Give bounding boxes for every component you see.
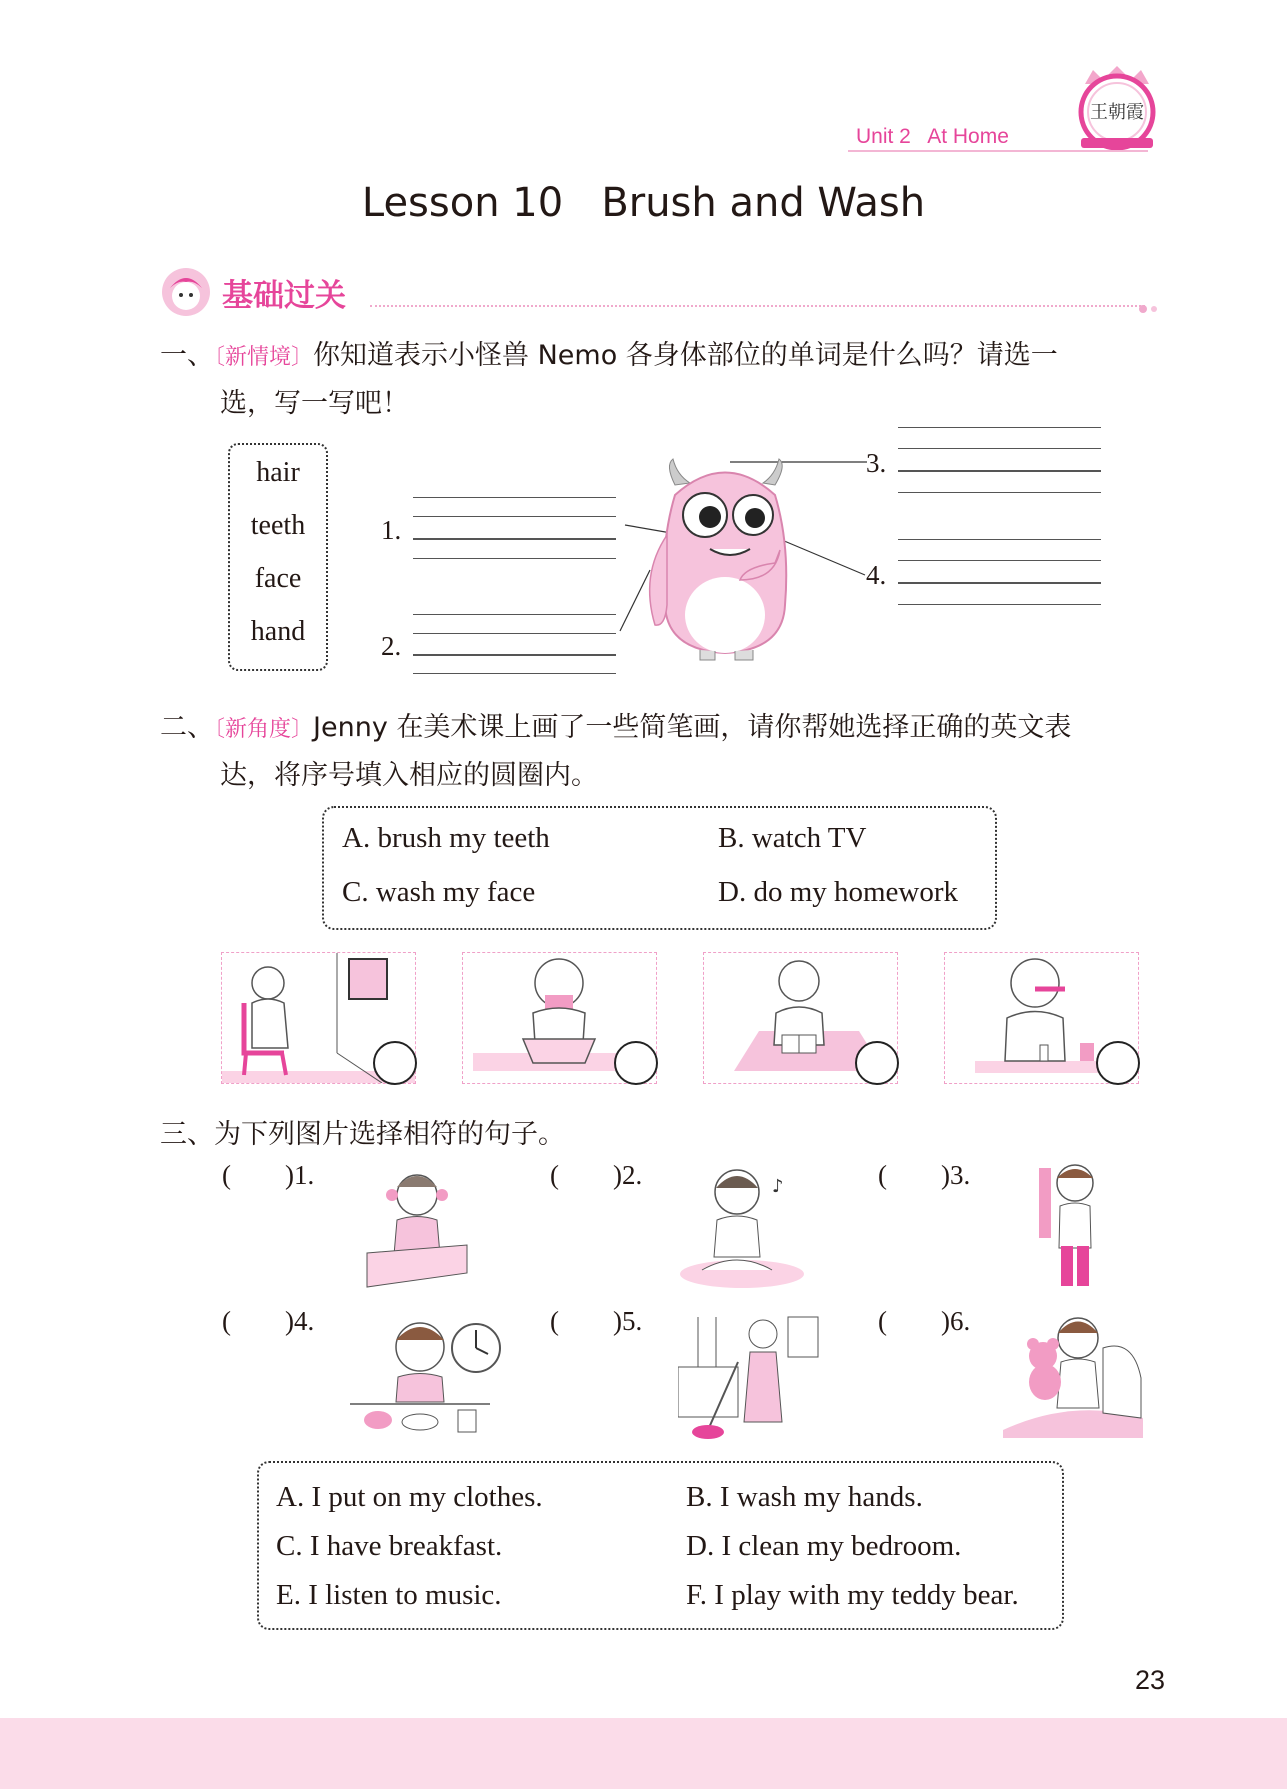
header-logo xyxy=(1075,62,1159,152)
answer-label-3: 3. xyxy=(866,448,887,478)
q2-options-box xyxy=(322,806,997,930)
q1-instruction xyxy=(160,333,1058,372)
q2-instruction xyxy=(160,705,1071,744)
answer-line xyxy=(413,558,616,559)
q2-number: 二、 xyxy=(160,712,214,743)
q3-instruction xyxy=(160,1112,565,1151)
answer-line-3[interactable] xyxy=(898,470,1101,472)
answer-bracket-4[interactable]: ( )4. xyxy=(222,1306,315,1336)
word-bank-item: teeth xyxy=(250,510,306,541)
q3-option: C. I have breakfast. xyxy=(276,1530,503,1562)
word-bank-item: hand xyxy=(250,616,306,647)
picture-have-breakfast xyxy=(350,1312,510,1446)
answer-line xyxy=(898,427,1101,428)
answer-line xyxy=(898,604,1101,605)
q2-option: A. brush my teeth xyxy=(342,822,550,854)
q1-instruction-cont: 选，写一写吧！ xyxy=(220,388,409,419)
q2-tag: 〔新角度〕 xyxy=(214,717,314,742)
sketch-wash-face xyxy=(462,952,657,1084)
sketch-brush-teeth xyxy=(944,952,1139,1084)
q2-instruction-cont: 达，将序号填入相应的圆圈内。 xyxy=(220,760,598,791)
q3-text: 为下列图片选择相符的句子。 xyxy=(214,1119,565,1150)
page-title: Lesson 10 Brush and Wash xyxy=(361,180,926,226)
q3-option: F. I play with my teddy bear. xyxy=(686,1579,1019,1611)
q2-option: D. do my homework xyxy=(718,876,959,908)
answer-label-1: 1. xyxy=(381,515,402,545)
monster-nemo-illustration xyxy=(615,455,875,665)
q3-option: A. I put on my clothes. xyxy=(276,1481,543,1513)
q2-option: B. watch TV xyxy=(718,822,867,854)
answer-label-4: 4. xyxy=(866,560,887,590)
q1-tag: 〔新情境〕 xyxy=(214,345,314,370)
unit-label: Unit 2 At Home xyxy=(856,125,1009,148)
answer-line xyxy=(898,560,1101,561)
answer-line xyxy=(413,516,616,517)
q2-option: C. wash my face xyxy=(342,876,536,908)
answer-bracket-1[interactable]: ( )1. xyxy=(222,1160,315,1190)
answer-line xyxy=(898,539,1101,540)
answer-line xyxy=(898,492,1101,493)
sketch-watch-tv xyxy=(221,952,416,1084)
answer-line xyxy=(413,673,616,674)
answer-line xyxy=(413,633,616,634)
answer-line xyxy=(413,614,616,615)
answer-line-4[interactable] xyxy=(898,582,1101,584)
answer-bracket-6[interactable]: ( )6. xyxy=(878,1306,971,1336)
section-heading: 基础过关 xyxy=(222,278,346,314)
answer-bracket-3[interactable]: ( )3. xyxy=(878,1160,971,1190)
answer-line-2[interactable] xyxy=(413,654,616,656)
answer-label-2: 2. xyxy=(381,631,402,661)
answer-circle[interactable] xyxy=(1096,1041,1140,1085)
answer-line-1[interactable] xyxy=(413,538,616,540)
q1-number: 一、 xyxy=(160,340,214,371)
sketch-do-homework xyxy=(703,952,898,1084)
word-bank xyxy=(228,443,328,671)
picture-clean-bedroom xyxy=(678,1312,828,1446)
word-bank-item: hair xyxy=(256,457,300,488)
q3-option: B. I wash my hands. xyxy=(686,1481,923,1513)
q1-text: 你知道表示小怪兽 Nemo 各身体部位的单词是什么吗？请选一 xyxy=(313,340,1058,371)
picture-wash-hands xyxy=(362,1165,472,1299)
q3-option: E. I listen to music. xyxy=(276,1579,502,1611)
q3-number: 三、 xyxy=(160,1119,214,1150)
picture-put-on-clothes xyxy=(1025,1158,1115,1302)
answer-circle[interactable] xyxy=(614,1041,658,1085)
answer-bracket-5[interactable]: ( )5. xyxy=(550,1306,643,1336)
answer-circle[interactable] xyxy=(373,1041,417,1085)
logo-text: 王朝霞 xyxy=(1090,102,1144,123)
svg-text:♪: ♪ xyxy=(772,1176,784,1197)
q3-options-box xyxy=(257,1461,1064,1630)
section-dots-icon xyxy=(1138,300,1160,319)
q2-text: Jenny 在美术课上画了一些简笔画，请你帮她选择正确的英文表 xyxy=(313,712,1072,743)
header-divider xyxy=(848,150,1148,152)
footer-band xyxy=(0,1718,1287,1789)
word-bank-item: face xyxy=(254,563,302,594)
picture-listen-music xyxy=(672,1162,812,1296)
answer-circle[interactable] xyxy=(855,1041,899,1085)
q3-option: D. I clean my bedroom. xyxy=(686,1530,962,1562)
section-divider xyxy=(370,305,1145,307)
picture-play-teddy-bear xyxy=(1003,1308,1143,1442)
section-avatar-icon xyxy=(160,266,212,322)
answer-line xyxy=(898,448,1101,449)
answer-bracket-2[interactable]: ( )2. xyxy=(550,1160,643,1190)
page-number: 23 xyxy=(1134,1665,1165,1695)
answer-line xyxy=(413,497,616,498)
